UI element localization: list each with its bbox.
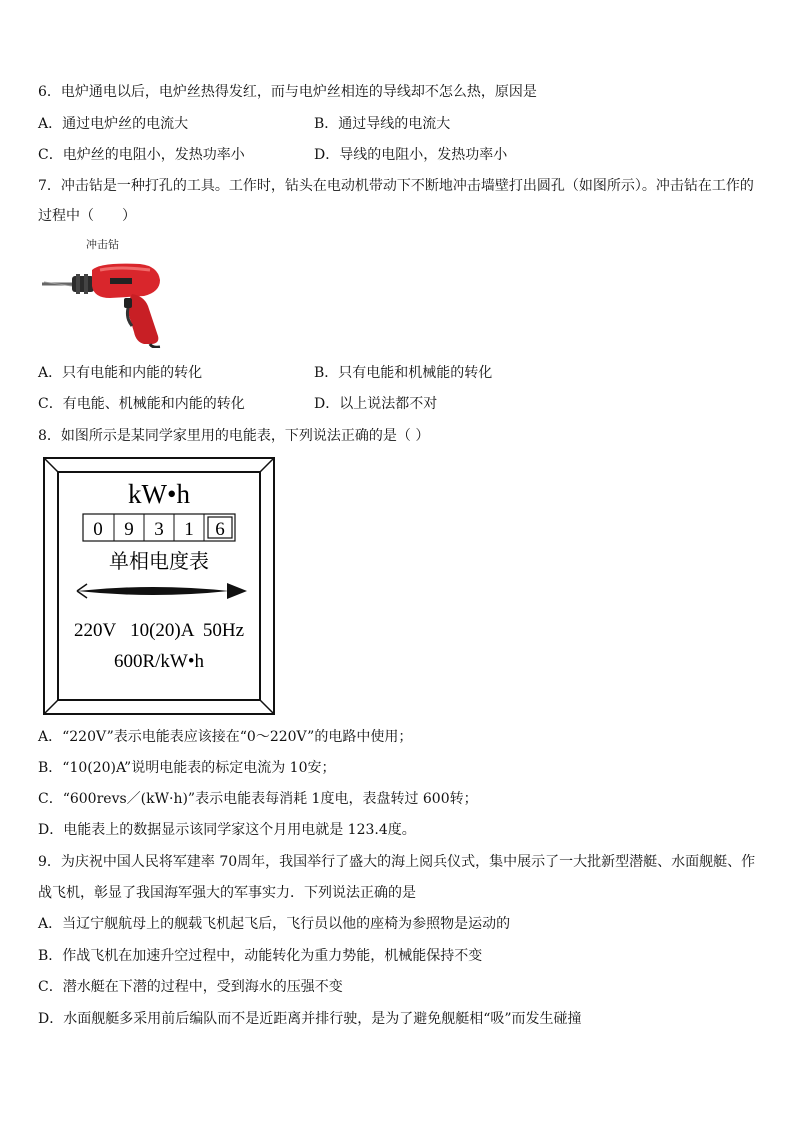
q8-stem: 8．如图所示是某同学家里用的电能表，下列说法正确的是（ ） xyxy=(38,428,430,444)
q9-option-b: B．作战飞机在加速升空过程中，动能转化为重力势能，机械能保持不变 xyxy=(38,948,483,964)
meter-name: 单相电度表 xyxy=(109,551,209,573)
meter-decimal-digit: 6 xyxy=(215,519,225,540)
meter-unit: kW•h xyxy=(128,479,190,509)
q9-stem-line1: 9．为庆祝中国人民将军建率 70周年，我国举行了盛大的海上阅兵仪式，集中展示了一大批新型潜艇、水面舰艇、作 xyxy=(38,854,756,870)
energy-meter-figure xyxy=(43,457,275,715)
q6-option-b: B．通过导线的电流大 xyxy=(314,116,451,132)
q7-stem-line2: 过程中（ ） xyxy=(38,208,136,224)
q8-option-a: A．“220V”表示电能表应该接在“0～220V”的电路中使用； xyxy=(38,729,413,745)
q7-option-c: C．有电能、机械能和内能的转化 xyxy=(38,396,245,412)
meter-digit: 9 xyxy=(124,519,134,540)
meter-digit: 3 xyxy=(154,519,164,540)
drill-caption: 冲击钻 xyxy=(86,238,119,251)
q8-option-c: C．“600revs／(kW·h)”表示电能表每消耗 1度电，表盘转过 600转； xyxy=(38,791,478,807)
meter-digit: 0 xyxy=(93,519,103,540)
q6-option-c: C．电炉丝的电阻小，发热功率小 xyxy=(38,147,245,163)
meter-rate: 600R/kW•h xyxy=(113,651,205,672)
q9-option-a: A．当辽宁舰航母上的舰载飞机起飞后，飞行员以他的座椅为参照物是运动的 xyxy=(38,916,511,932)
q6-option-d: D．导线的电阻小，发热功率小 xyxy=(314,147,508,163)
q7-option-a: A．只有电能和内能的转化 xyxy=(38,365,203,381)
q6-stem: 6．电炉通电以后，电炉丝热得发红，而与电炉丝相连的导线却不怎么热，原因是 xyxy=(38,84,537,100)
q9-stem-line2: 战飞机，彰显了我国海军强大的军事实力．下列说法正确的是 xyxy=(38,885,416,901)
impact-drill-image xyxy=(40,256,164,348)
impact-drill-icon xyxy=(40,256,164,348)
meter-digit: 1 xyxy=(184,519,194,540)
q7-stem-line1: 7．冲击钻是一种打孔的工具。工作时，钻头在电动机带动下不断地冲击墙壁打出圆孔（如图所示）。冲击钻在工作的 xyxy=(38,178,754,194)
q6-option-a: A．通过电炉丝的电流大 xyxy=(38,116,189,132)
q7-option-d: D．以上说法都不对 xyxy=(314,396,438,412)
q8-option-b: B．“10(20)A”说明电能表的标定电流为 10安； xyxy=(38,760,336,776)
meter-spec: 220V 10(20)A 50Hz xyxy=(73,620,245,641)
q8-option-d: D．电能表上的数据显示该同学家这个月用电就是 123.4度。 xyxy=(38,822,416,838)
q9-option-d: D．水面舰艇多采用前后编队而不是近距离并排行驶，是为了避免舰艇相“吸”而发生碰撞 xyxy=(38,1011,582,1027)
q9-option-c: C．潜水艇在下潜的过程中，受到海水的压强不变 xyxy=(38,979,343,995)
q7-option-b: B．只有电能和机械能的转化 xyxy=(314,365,493,381)
